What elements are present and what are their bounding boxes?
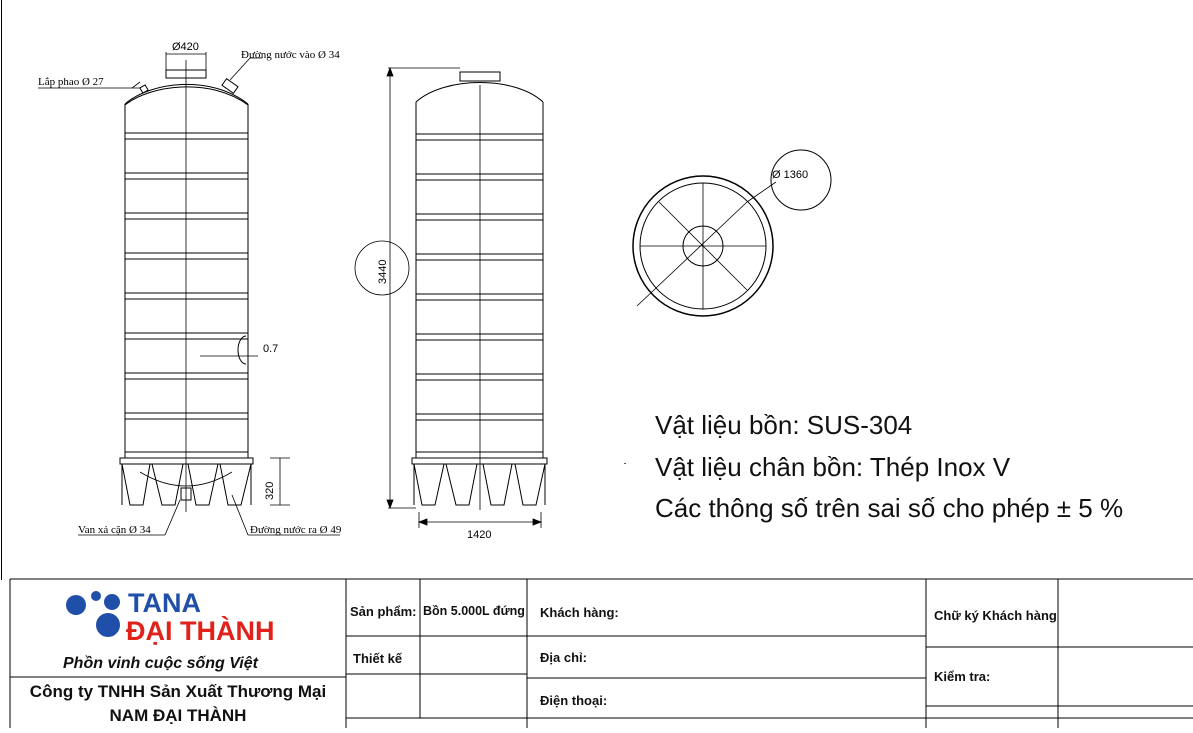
check-label: Kiểm tra: — [934, 669, 991, 684]
base-width-label: 1420 — [467, 529, 492, 541]
front-view-legs — [122, 464, 251, 505]
side-view-legs — [414, 464, 545, 505]
address-label: Địa chỉ: — [540, 650, 587, 665]
slogan: Phồn vinh cuộc sống Việt — [63, 655, 258, 672]
leg-height-label: 320 — [264, 481, 276, 500]
total-height-label: 3440 — [377, 259, 389, 284]
inlet-label: Đường nước vào Ø 34 — [241, 49, 340, 61]
brand-top-text: TANA — [128, 588, 201, 618]
product-label: Sản phẩm: — [350, 604, 417, 619]
company-name-line1: Công ty TNHH Sản Xuất Thương Mại — [29, 682, 327, 701]
company-name-line2: NAM ĐẠI THÀNH — [109, 706, 247, 725]
side-view-tank — [412, 72, 547, 510]
plan-diameter-label: Ø 1360 — [772, 169, 809, 181]
side-view-rings — [416, 134, 543, 452]
wall-thickness-label: 0.7 — [263, 343, 279, 355]
top-diameter-label: Ø420 — [172, 41, 199, 53]
product-value: Bồn 5.000L đứng — [423, 604, 525, 618]
spec-tolerance: Các thông số trên sai số cho phép ± 5 % — [655, 493, 1124, 523]
side-view-annotations — [355, 68, 541, 528]
front-view-tank — [120, 60, 258, 512]
spec-tank-material: Vật liệu bồn: SUS-304 — [655, 410, 913, 440]
spec-leg-material: Vật liệu chân bồn: Thép Inox V — [655, 452, 1011, 482]
outlet-label: Đường nước ra Ø 49 — [250, 524, 342, 536]
stray-dot — [624, 463, 626, 464]
company-logo — [66, 588, 275, 646]
phone-label: Điện thoại: — [540, 693, 608, 708]
float-valve-label: Lắp phao Ø 27 — [38, 76, 104, 88]
designer-label: Thiết kế — [353, 651, 403, 666]
drain-label: Van xả cặn Ø 34 — [78, 524, 151, 536]
brand-bottom-text: ĐẠI THÀNH — [126, 616, 275, 646]
customer-label: Khách hàng: — [540, 605, 619, 620]
customer-signature-label: Chữ ký Khách hàng — [934, 608, 1057, 623]
front-view-rings — [125, 133, 248, 452]
